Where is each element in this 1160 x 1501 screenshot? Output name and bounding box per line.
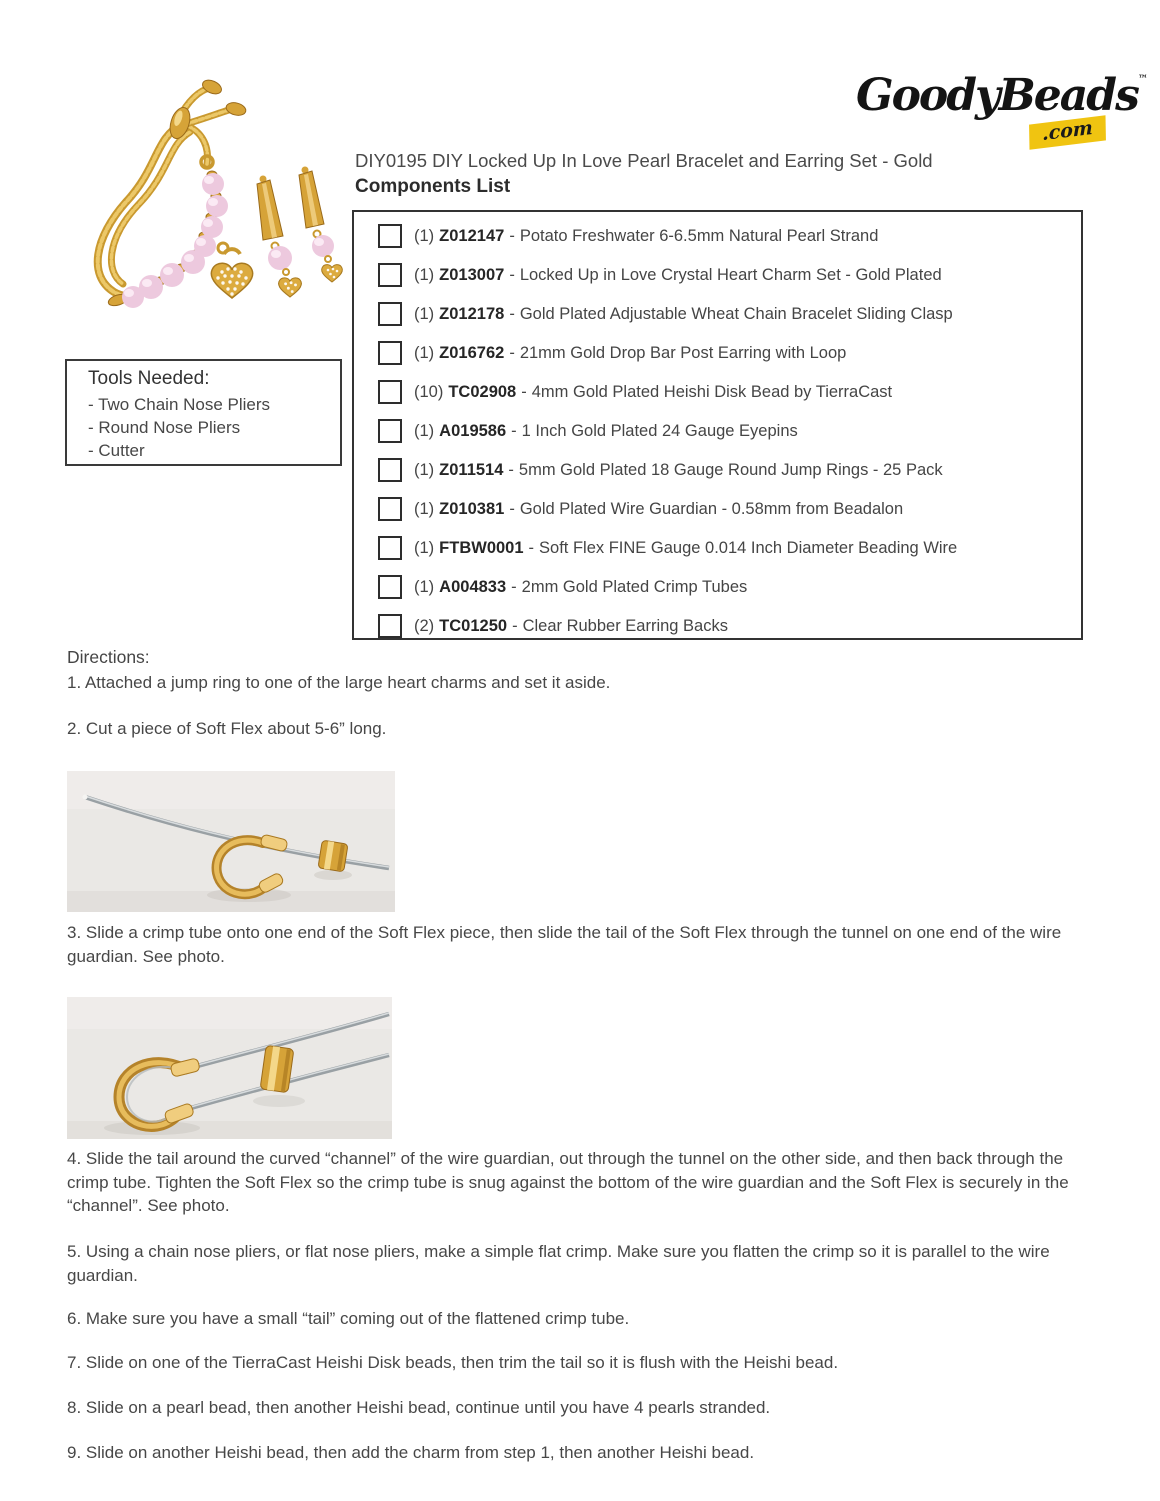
tool-item: - Cutter: [88, 441, 145, 460]
component-separator: -: [528, 538, 535, 557]
component-qty: (1): [414, 304, 435, 323]
component-code: A019586: [439, 421, 507, 440]
component-checkbox[interactable]: [378, 419, 402, 443]
wire-guardian-photo: [67, 771, 395, 912]
component-desc: 1 Inch Gold Plated 24 Gauge Eyepins: [521, 421, 798, 440]
component-row: [378, 458, 1073, 482]
component-desc: Soft Flex FINE Gauge 0.014 Inch Diameter Beading Wire: [539, 538, 958, 557]
component-row: [378, 302, 1073, 326]
jewelry-illustration: [60, 76, 360, 328]
component-qty: (1): [414, 460, 435, 479]
wire-loop-photo: [67, 997, 392, 1139]
component-qty: (1): [414, 421, 435, 440]
component-qty: (2): [414, 616, 435, 635]
component-qty: (1): [414, 226, 435, 245]
component-code: Z012147: [439, 226, 505, 245]
step3-photo: [67, 771, 395, 912]
component-desc: 5mm Gold Plated 18 Gauge Round Jump Rings - 25 Pack: [518, 460, 943, 479]
tool-item: - Two Chain Nose Pliers: [88, 395, 271, 414]
direction-step-6: 6. Make sure you have a small “tail” coming out of the flattened crimp tube.: [67, 1309, 630, 1328]
components-list-box: [352, 210, 1083, 640]
component-code: Z011514: [439, 460, 504, 479]
component-code: Z012178: [439, 304, 505, 323]
component-separator: -: [508, 460, 514, 479]
component-desc: Gold Plated Wire Guardian - 0.58mm from Beadalon: [519, 499, 904, 518]
component-separator: -: [521, 382, 527, 401]
component-desc: Potato Freshwater 6-6.5mm Natural Pearl Strand: [519, 226, 879, 245]
component-desc: Clear Rubber Earring Backs: [522, 616, 728, 635]
tools-needed-box: [65, 359, 342, 466]
component-desc: Locked Up in Love Crystal Heart Charm Set - Gold Plated: [519, 265, 942, 284]
component-qty: (1): [414, 343, 435, 362]
tool-item: - Round Nose Pliers: [88, 418, 241, 437]
component-separator: -: [509, 343, 515, 362]
component-separator: -: [509, 265, 515, 284]
component-code: FTBW0001: [439, 538, 524, 557]
component-row: [378, 614, 1073, 638]
component-checkbox[interactable]: [378, 341, 402, 365]
direction-step-1: 1. Attached a jump ring to one of the large heart charms and set it aside.: [67, 673, 611, 692]
component-desc: 4mm Gold Plated Heishi Disk Bead by TierraCast: [531, 382, 893, 401]
component-row: [378, 380, 1073, 404]
component-row: [378, 224, 1073, 248]
brand-name: GoodyBeads™: [856, 70, 1148, 121]
product-photo: [60, 76, 360, 328]
component-row: [378, 497, 1073, 521]
direction-step-5: 5. Using a chain nose pliers, or flat nose pliers, make a simple flat crimp. Make sure you flatten the crimp so it is parallel to the wire guardian.: [67, 1242, 1050, 1285]
brand-domain-badge: .com: [1029, 115, 1106, 150]
component-checkbox[interactable]: [378, 614, 402, 638]
component-checkbox[interactable]: [378, 497, 402, 521]
component-desc: 21mm Gold Drop Bar Post Earring with Loop: [519, 343, 847, 362]
component-checkbox[interactable]: [378, 263, 402, 287]
component-code: TC02908: [448, 382, 517, 401]
component-checkbox[interactable]: [378, 302, 402, 326]
brand-logo: [856, 70, 1148, 160]
direction-step-4: 4. Slide the tail around the curved “channel” of the wire guardian, out through the tunnel on the other side, and then back through the crimp tube. Tighten the Soft Flex so the crimp tube is snug against the bottom of the wire guardian and the Soft Flex is securely in the “channel”. See photo.: [67, 1149, 1069, 1215]
component-code: A004833: [439, 577, 507, 596]
component-separator: -: [512, 616, 518, 635]
component-checkbox[interactable]: [378, 536, 402, 560]
component-checkbox[interactable]: [378, 380, 402, 404]
component-code: Z013007: [439, 265, 505, 284]
direction-step-8: 8. Slide on a pearl bead, then another Heishi bead, continue until you have 4 pearls stranded.: [67, 1398, 771, 1417]
component-code: Z016762: [439, 343, 505, 362]
component-separator: -: [511, 421, 517, 440]
component-checkbox[interactable]: [378, 575, 402, 599]
component-separator: -: [511, 577, 517, 596]
directions-heading: Directions:: [67, 647, 150, 667]
component-desc: Gold Plated Adjustable Wheat Chain Bracelet Sliding Clasp: [519, 304, 953, 323]
component-row: [378, 263, 1073, 287]
step4-photo: [67, 997, 392, 1139]
component-qty: (1): [414, 499, 435, 518]
component-row: [378, 536, 1073, 560]
direction-step-9: 9. Slide on another Heishi bead, then add the charm from step 1, then another Heishi bead.: [67, 1443, 755, 1462]
component-checkbox[interactable]: [378, 224, 402, 248]
tools-heading: Tools Needed:: [88, 368, 210, 389]
components-list-heading: Components List: [355, 176, 511, 197]
component-code: Z010381: [439, 499, 505, 518]
component-row: [378, 341, 1073, 365]
direction-step-2: 2. Cut a piece of Soft Flex about 5-6” long.: [67, 719, 387, 738]
component-desc: 2mm Gold Plated Crimp Tubes: [521, 577, 748, 596]
component-qty: (1): [414, 577, 435, 596]
component-separator: -: [509, 304, 515, 323]
component-row: [378, 419, 1073, 443]
component-qty: (1): [414, 538, 435, 557]
component-code: TC01250: [439, 616, 508, 635]
page-title: DIY0195 DIY Locked Up In Love Pearl Bracelet and Earring Set - Gold: [355, 150, 933, 171]
component-qty: (10): [414, 382, 444, 401]
trademark-symbol: ™: [1137, 74, 1148, 85]
component-separator: -: [509, 226, 515, 245]
component-separator: -: [509, 499, 515, 518]
component-qty: (1): [414, 265, 435, 284]
direction-step-7: 7. Slide on one of the TierraCast Heishi Disk beads, then trim the tail so it is flush with the Heishi bead.: [67, 1353, 839, 1372]
direction-step-3: 3. Slide a crimp tube onto one end of the Soft Flex piece, then slide the tail of the Soft Flex through the tunnel on one end of the wire guardian. See photo.: [67, 923, 1062, 966]
component-checkbox[interactable]: [378, 458, 402, 482]
component-row: [378, 575, 1073, 599]
